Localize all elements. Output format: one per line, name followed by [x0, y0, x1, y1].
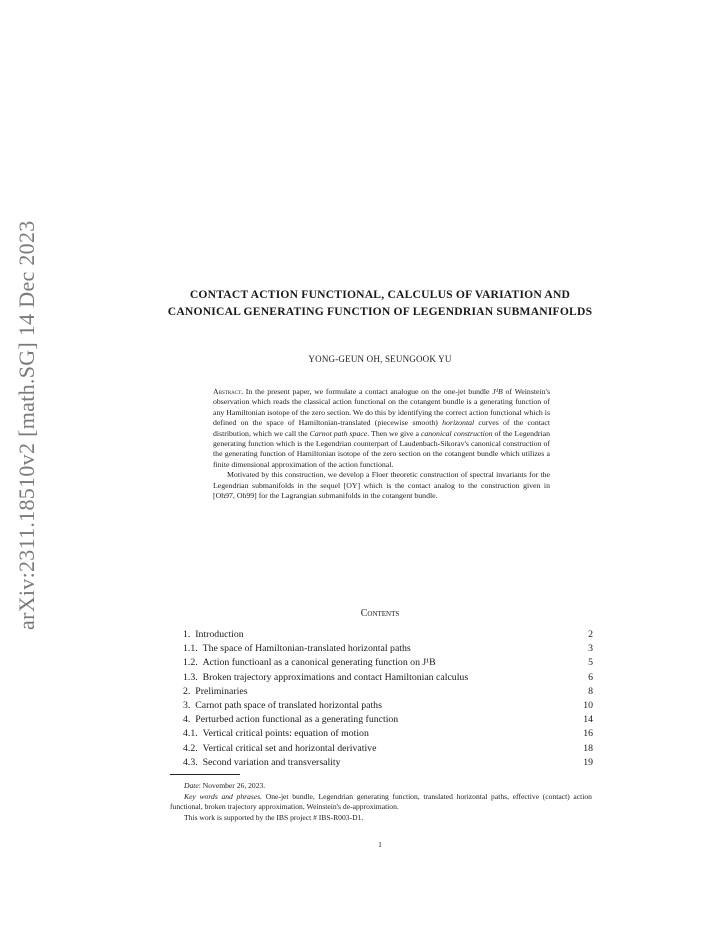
toc-entry-label: Vertical critical points: equation of motion: [202, 728, 369, 740]
footnotes: [170, 781, 592, 823]
abstract-text: In the present paper, we formulate a contact analogue on the one-jet bundle: [243, 387, 493, 396]
toc-entry-label: Introduction: [195, 629, 244, 640]
toc-entry-number: 4.: [183, 714, 191, 726]
toc-entry-label: Second variation and transversality: [202, 756, 341, 768]
toc-entry[interactable]: [183, 628, 593, 642]
toc-entry-number: 4.1.: [183, 728, 198, 740]
toc-entry-number: 1.3.: [183, 671, 198, 683]
footnote-date: [170, 781, 592, 792]
toc-entry-label: Action functioanl as a canonical generating function on J¹B: [202, 657, 436, 669]
table-of-contents: [183, 628, 593, 770]
toc-entry-page: 5: [588, 657, 593, 669]
date-label: Date: [184, 781, 199, 790]
toc-entry-label: Vertical critical set and horizontal derivative: [202, 742, 377, 754]
toc-entry-title: [183, 699, 382, 713]
abstract: [213, 387, 550, 501]
math-j1b: J¹B: [492, 387, 503, 396]
toc-entry-number: 2.: [183, 685, 191, 697]
toc-entry-page: 2: [588, 629, 593, 640]
toc-entry[interactable]: [183, 656, 593, 670]
abstract-paragraph-1: [213, 387, 550, 470]
arxiv-identifier-stamp: arXiv:2311.18510v2 [math.SG] 14 Dec 2023: [14, 220, 39, 630]
toc-entry[interactable]: [183, 756, 593, 770]
toc-entry-title: [183, 727, 369, 741]
footnote-keywords: [170, 792, 592, 813]
toc-entry-title: [183, 742, 376, 756]
toc-entry-page: 6: [588, 671, 593, 683]
footnote-rule: [170, 774, 240, 775]
abstract-paragraph-2: Motivated by this construction, we develop a Floer theoretic construction of spectral invariants for the Legendrian submanifolds in the sequel [OY] which is the contact analog to the construction given in [Oh97, Oh99] for the Lagrangian submanifolds in the cotangent bundle.: [213, 470, 550, 501]
abstract-text: . Then we give a: [367, 428, 421, 438]
toc-entry-number: 1.: [183, 629, 191, 640]
toc-entry-page: 3: [588, 643, 593, 655]
toc-entry[interactable]: [183, 742, 593, 756]
toc-entry-label: Preliminaries: [195, 685, 248, 697]
toc-entry-number: 3.: [183, 700, 191, 712]
toc-entry-page: 14: [583, 714, 593, 726]
toc-entry-page: 8: [588, 685, 593, 697]
emphasis: horizontal: [442, 418, 475, 428]
toc-entry-title: [183, 685, 248, 699]
date-value: : November 26, 2023.: [198, 781, 266, 790]
contents-heading: Contents: [360, 608, 400, 619]
toc-entry[interactable]: [183, 671, 593, 685]
abstract-label: Abstract.: [213, 387, 244, 396]
keywords-label: Key words and phrases.: [184, 791, 263, 801]
toc-entry[interactable]: [183, 727, 593, 741]
toc-entry[interactable]: [183, 685, 593, 699]
emphasis: Carnot path space: [309, 428, 368, 438]
toc-entry[interactable]: [183, 642, 593, 656]
page-number: 1: [378, 840, 382, 849]
emphasis: canonical construction: [420, 428, 493, 438]
paper-title: CONTACT ACTION FUNCTIONAL, CALCULUS OF VARIATION AND CANONICAL GENERATING FUNCTION OF LEGENDRIAN SUBMANIFOLDS: [167, 288, 593, 318]
toc-entry[interactable]: [183, 713, 593, 727]
abstract-text: of the Legendrian generating function which is the Legendrian counterpart of Laudenbach-Sikorav's canonical construction of the generating function of Hamiltonian isotope of the zero section on the cotangent bundle which utilizes a finite dimensional approximation of the action functional.: [213, 428, 550, 469]
toc-entry-page: 18: [583, 742, 593, 754]
toc-entry-number: 4.2.: [183, 742, 198, 754]
author-list: YONG-GEUN OH, SEUNGOOK YU: [308, 354, 452, 364]
toc-entry[interactable]: [183, 699, 593, 713]
toc-entry-number: 4.3.: [183, 756, 198, 768]
toc-entry-title: [183, 671, 468, 685]
toc-entry-label: Perturbed action functional as a generating function: [195, 714, 399, 726]
toc-entry-title: [183, 656, 436, 670]
footnote-support: This work is supported by the IBS project # IBS-R003-D1.: [184, 812, 364, 822]
toc-entry-title: [183, 713, 398, 727]
toc-entry-label: Broken trajectory approximations and contact Hamiltonian calculus: [202, 671, 469, 683]
toc-entry-title: [183, 642, 411, 656]
keywords-value: One-jet bundle, Legendrian generating function, translated horizontal paths, effective (contact) action functional, broken trajectory approximation, Weinstein's de-approximation.: [170, 791, 592, 812]
toc-entry-page: 10: [583, 700, 593, 712]
toc-entry-number: 1.2.: [183, 657, 198, 669]
toc-entry-page: 16: [583, 728, 593, 740]
toc-entry-label: The space of Hamiltonian-translated horizontal paths: [202, 643, 411, 655]
toc-entry-label: Carnot path space of translated horizontal paths: [195, 700, 382, 712]
toc-entry-page: 19: [583, 756, 593, 768]
toc-entry-title: [183, 628, 244, 642]
abstract-text: curves of the contact distribution, which we call the: [213, 418, 550, 438]
abstract-text: of Weinstein's observation which reads the classical action functional on the cotangent bundle is a generating function of any Hamiltonian isotope of the zero section. We do this by identifying the correct action functional which is defined on the space of Hamiltonian-translated (piecewise smooth): [213, 387, 550, 428]
toc-entry-title: [183, 756, 341, 770]
toc-entry-number: 1.1.: [183, 643, 198, 655]
